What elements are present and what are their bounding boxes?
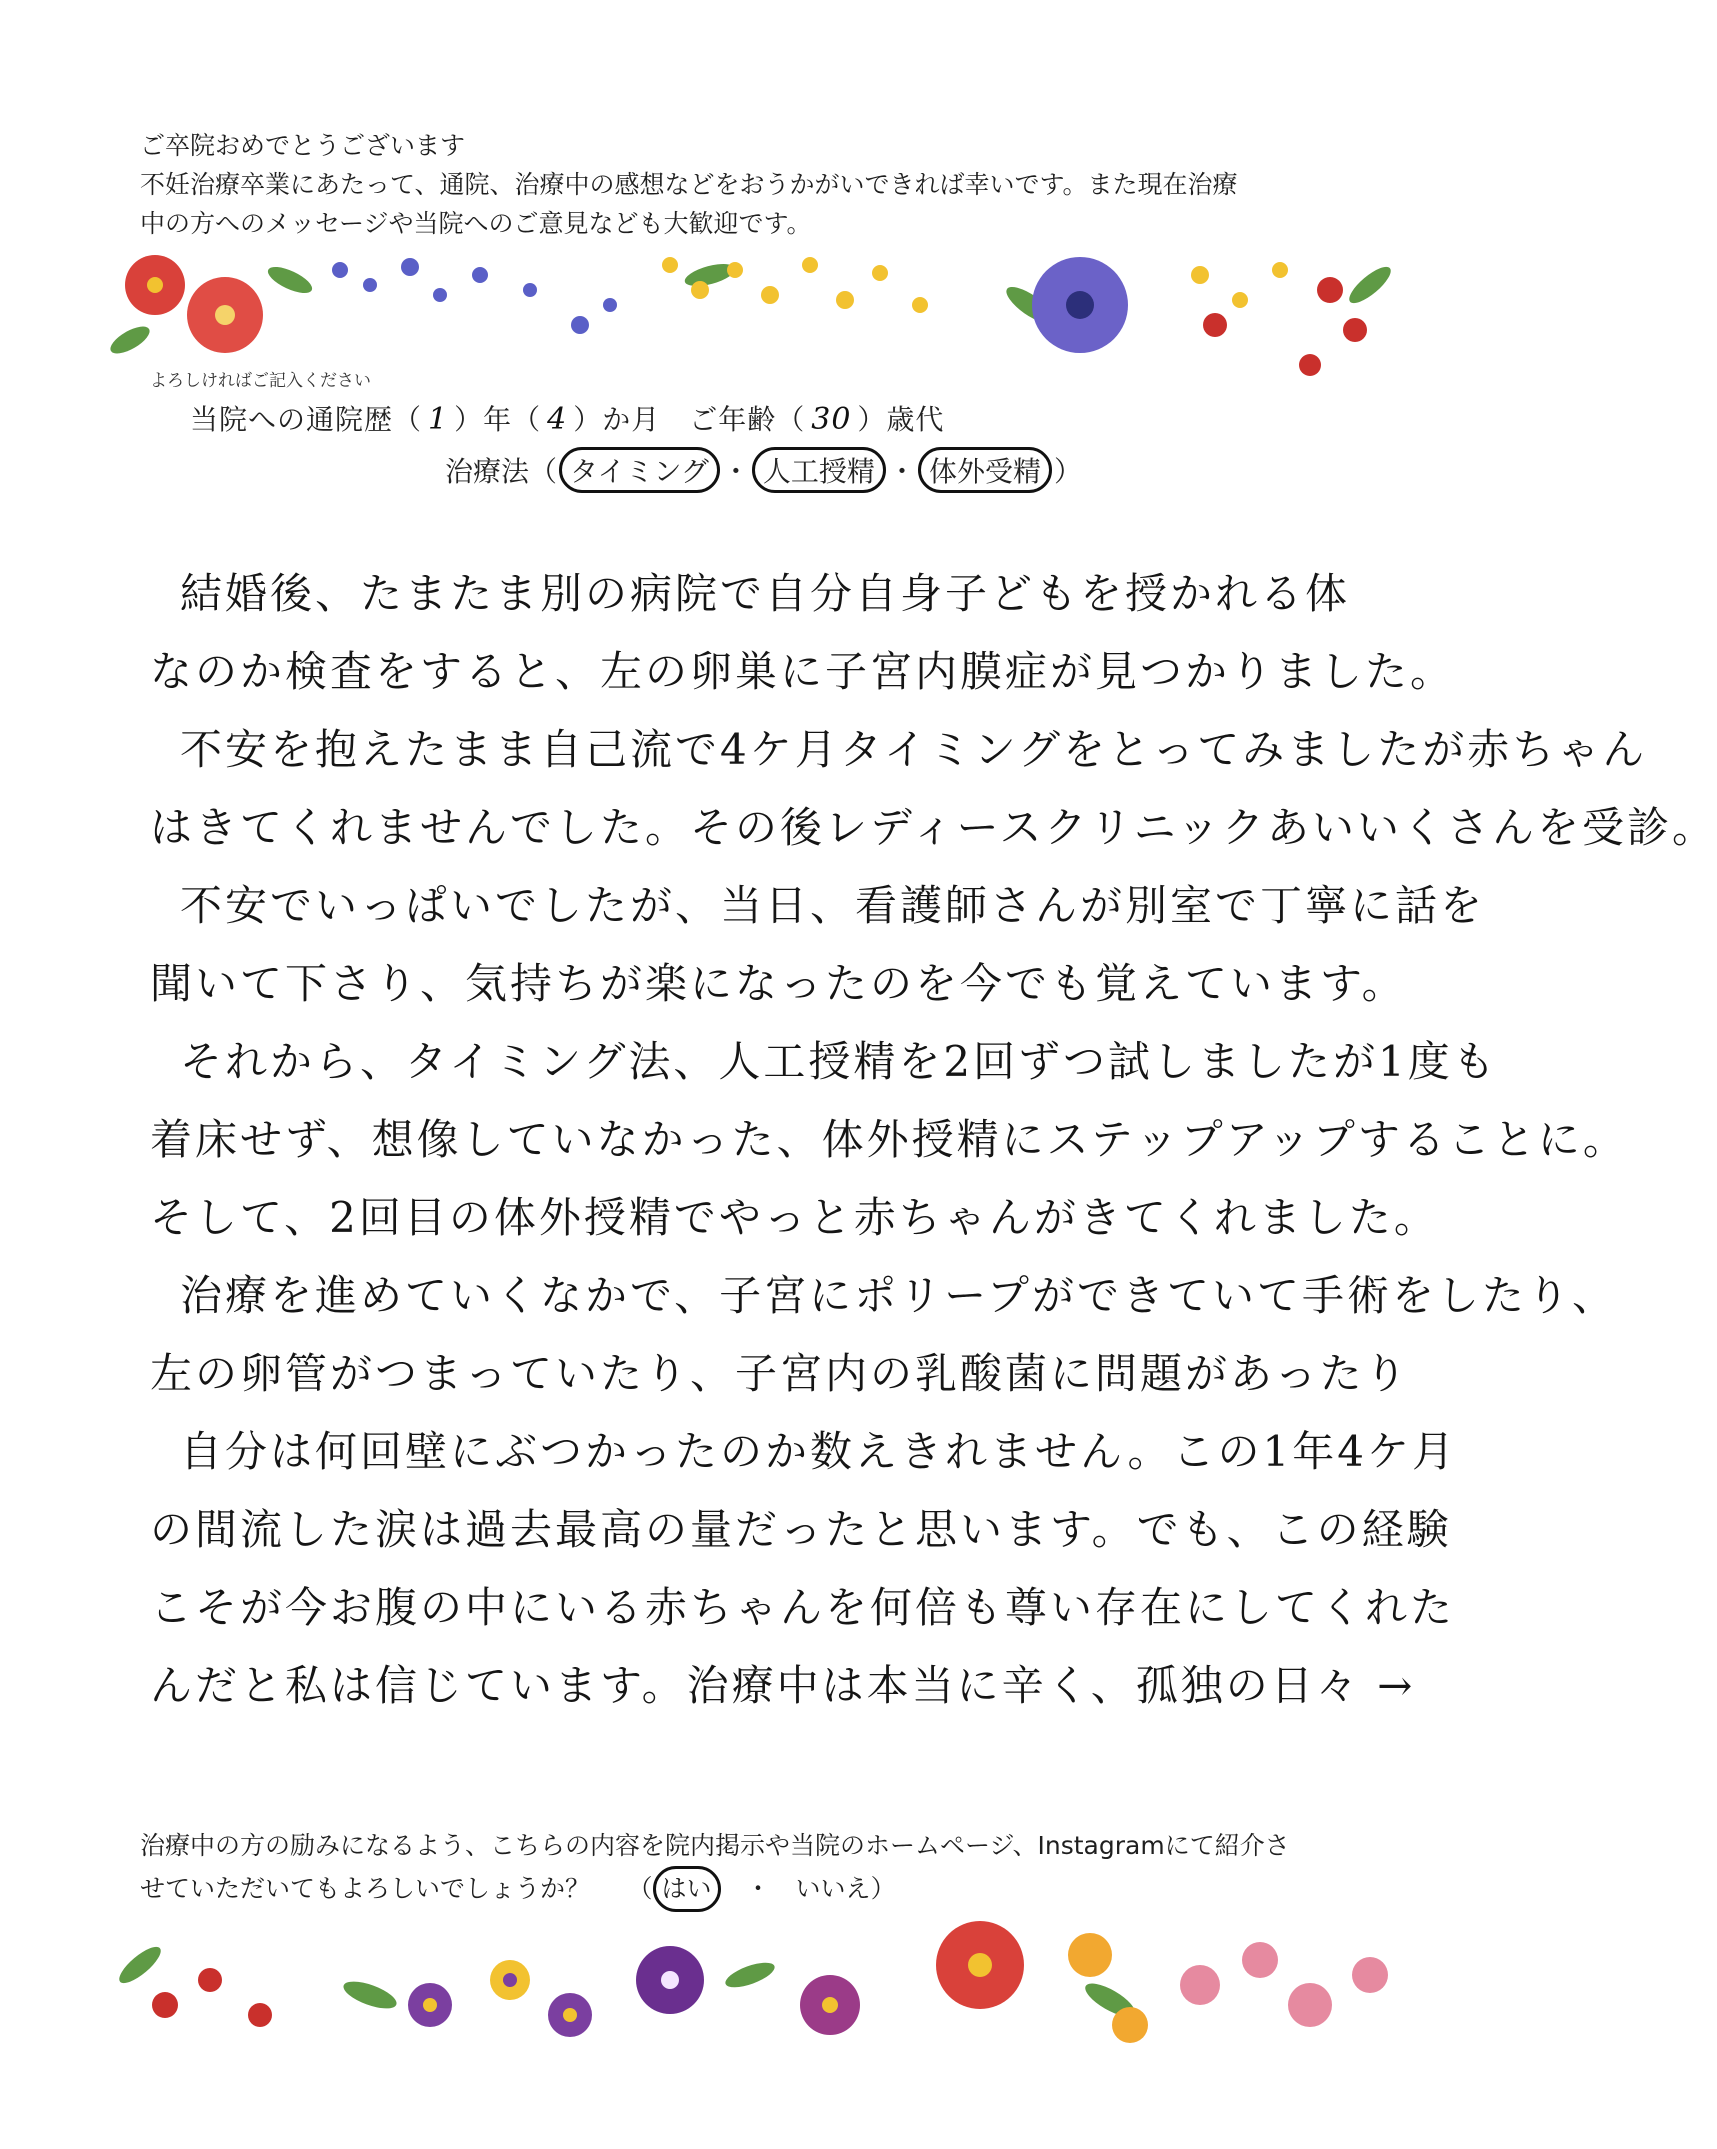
consent-close: ） (870, 1874, 896, 1903)
yellow-flower-icon (662, 257, 1288, 313)
message-line: 結婚後、たまたま別の病院で自分自身子どもを授かれる体 (180, 569, 1351, 618)
message-line: の間流した涙は過去最高の量だったと思います。でも、この経験 (150, 1505, 1452, 1554)
history-label: 当院への通院歴（ (190, 403, 423, 436)
age-unit: ）歳代 (857, 403, 945, 436)
visit-history-line (190, 398, 944, 438)
months-unit: ）か月 ご年齢（ (573, 403, 806, 436)
method-separator-2: ・ (887, 455, 916, 488)
purple-flower-icon (1032, 257, 1128, 353)
pink-flower-icon (1180, 1942, 1388, 2027)
message-line: 不安でいっぱいでしたが、当日、看護師さんが別室で丁寧に話を (180, 881, 1486, 930)
message-line: 治療を進めていくなかで、子宮にポリープができていて手術をしたり、 (180, 1271, 1618, 1320)
consent-no: いいえ (795, 1874, 871, 1903)
message-line: なのか検査をすると、左の卵巣に子宮内膜症が見つかりました。 (150, 647, 1456, 696)
strawberry-icon (152, 1968, 272, 2027)
message-line: はきてくれませんでした。その後レディースクリニックあいいくさんを受診。 (150, 803, 1717, 852)
years-value: 1 (428, 402, 449, 437)
message-line: 不安を抱えたまま自己流で4ケ月タイミングをとってみましたが赤ちゃん (180, 725, 1648, 774)
method-ivf-circled: 体外受精 (918, 447, 1052, 493)
method-close: ） (1053, 455, 1082, 488)
consent-question (140, 1826, 1410, 1912)
age-value: 30 (811, 402, 852, 437)
consent-line-1: 治療中の方の励みになるよう、こちらの内容を院内掲示や当院のホームページ、Instagramにて紹介さ (140, 1831, 1290, 1860)
message-line: 左の卵管がつまっていたり、子宮内の乳酸菌に問題があったり (150, 1349, 1410, 1398)
flower-border-bottom (110, 1905, 1410, 2045)
method-timing-circled: タイミング (559, 447, 720, 493)
method-separator-1: ・ (721, 455, 750, 488)
message-line: そして、2回目の体外授精でやっと赤ちゃんがきてくれました。 (150, 1193, 1439, 1242)
message-line: 自分は何回壁にぶつかったのか数えきれません。この1年4ケ月 (180, 1427, 1457, 1476)
strawberry-icon (1203, 277, 1367, 376)
header-line-2: 不妊治療卒業にあたって、通院、治療中の感想などをおうかがいできれば幸いです。また現在治療 (140, 170, 1238, 199)
method-label: 治療法（ (445, 455, 558, 488)
years-unit: ）年（ (454, 403, 542, 436)
purple-flower-icon (636, 1946, 860, 2035)
method-iui-circled: 人工授精 (752, 447, 886, 493)
message-line: 着床せず、想像していなかった、体外授精にステップアップすることに。 (150, 1115, 1628, 1164)
message-line: それから、タイミング法、人工授精を2回ずつ試しましたが1度も (180, 1037, 1498, 1086)
consent-middle: ・ (720, 1874, 796, 1903)
consent-yes-circled: はい (653, 1866, 721, 1912)
message-line: 聞いて下さり、気持ちが楽になったのを今でも覚えています。 (150, 959, 1407, 1008)
optional-note: よろしければご記入ください (150, 371, 371, 391)
consent-prefix: せていただいてもよろしいでしょうか？ （ (140, 1874, 653, 1903)
handwritten-message (150, 555, 1717, 1725)
message-line: こそが今お腹の中にいる赤ちゃんを何倍も尊い存在にしてくれた (150, 1583, 1456, 1632)
pansy-icon (408, 1960, 592, 2037)
flower-border-top (110, 245, 1410, 385)
treatment-method-line (445, 447, 1082, 493)
header-line-1: ご卒院おめでとうございます (140, 131, 466, 160)
message-line: んだと私は信じています。治療中は本当に辛く、孤独の日々 → (150, 1661, 1416, 1710)
months-value: 4 (547, 402, 568, 437)
blue-flower-icon (332, 258, 617, 334)
header-line-3: 中の方へのメッセージや当院へのご意見なども大歓迎です。 (140, 209, 812, 238)
red-flower-icon (936, 1921, 1024, 2009)
header-text (140, 126, 1400, 243)
